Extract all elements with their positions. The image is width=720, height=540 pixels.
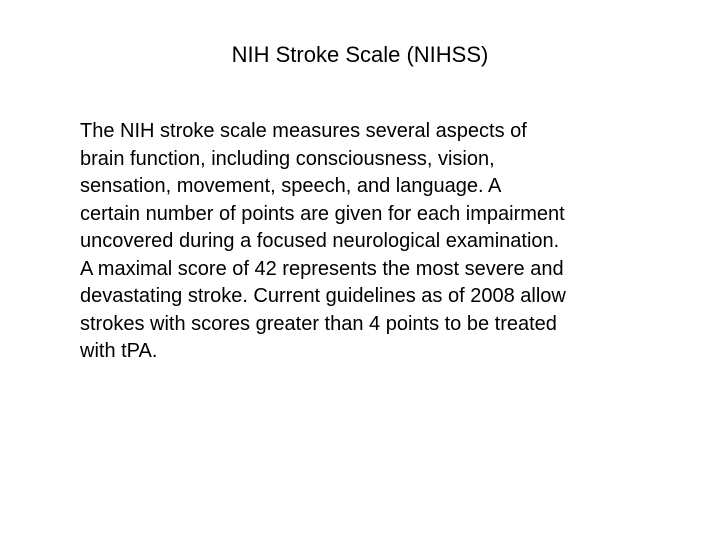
body-line: certain number of points are given for each impairment bbox=[80, 202, 565, 225]
body-line: brain function, including consciousness, vision, bbox=[80, 147, 495, 170]
body-line: uncovered during a focused neurological examination. bbox=[80, 230, 560, 252]
body-line: with tPA. bbox=[80, 340, 158, 362]
body-line: The NIH stroke scale measures several aspects of bbox=[80, 120, 527, 142]
body-line: strokes with scores greater than 4 points to be treated bbox=[80, 312, 557, 335]
body-line: A maximal score of 42 represents the most severe and bbox=[80, 257, 564, 280]
slide-title: NIH Stroke Scale (NIHSS) bbox=[231, 42, 489, 67]
slide-body bbox=[80, 118, 680, 366]
body-line: devastating stroke. Current guidelines as of 2008 allow bbox=[80, 285, 566, 307]
body-line: sensation, movement, speech, and language. A bbox=[80, 175, 502, 197]
